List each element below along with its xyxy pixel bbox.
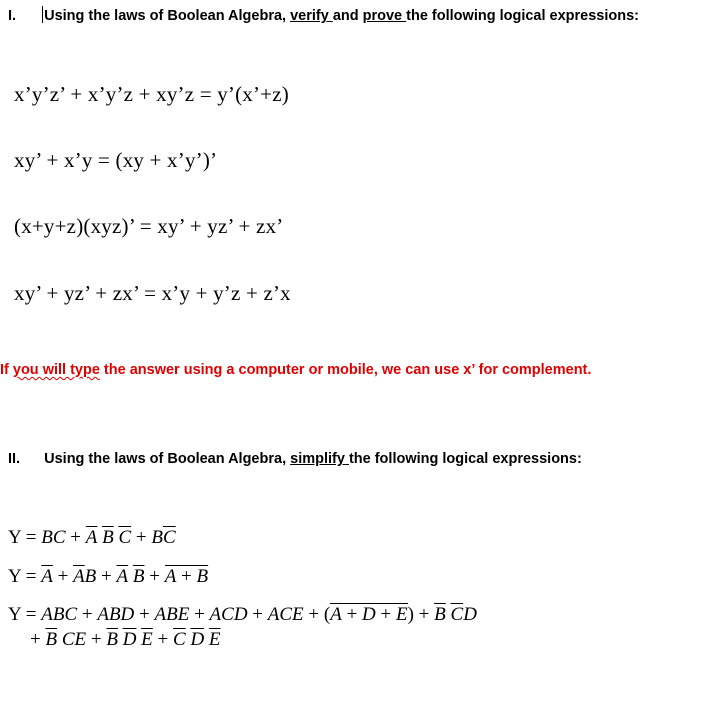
expression-2: xy’ + x’y = (xy + x’y’)’	[14, 148, 218, 172]
note-squiggly: you will type	[12, 362, 100, 378]
note-post: the answer using a computer or mobile, we can use x’ for complement.	[99, 362, 592, 378]
simplify-equation-3-line-2: + $\overline{B}$ CE + $\overline{B}$ $\overline{D}$ $\overline{E} + \overline{C}$ $\overline{D}$ $\overline{E}$	[30, 629, 221, 650]
section-1-prove: prove	[362, 8, 407, 24]
section-1-heading-pre: Using the laws of Boolean Algebra,	[44, 8, 291, 24]
section-2-heading-pre: Using the laws of Boolean Algebra,	[44, 451, 291, 467]
complement-note	[0, 362, 591, 378]
simplify-equation-2: $Y = \overline{A} + \overline{A}B + \overline{A}$ $\overline{B} + A + \overline{B}$	[8, 566, 209, 587]
expression-1: x’y’z’ + x’y’z + xy’z = y’(x’+z)	[14, 82, 289, 106]
expression-3: (x+y+z)(xyz)’ = xy’ + yz’ + zx’	[14, 214, 284, 238]
text-cursor	[42, 6, 43, 23]
section-1-and: and	[332, 8, 363, 24]
section-1-verify: verify	[290, 8, 333, 24]
note-pre: If	[0, 362, 13, 378]
simplify-equation-1: Y = BC + $\overline{A}$ $\overline{B}$ $\overline{C} + B\overline{C}$	[8, 527, 176, 548]
expression-4: xy’ + yz’ + zx’ = x’y + y’z + z’x	[14, 281, 291, 305]
section-2-number: II.	[8, 451, 21, 467]
section-2-heading	[8, 451, 582, 467]
section-2-simplify: simplify	[290, 451, 349, 467]
section-1-heading-post: the following logical expressions:	[406, 8, 639, 24]
section-1-number: I.	[8, 8, 17, 24]
simplify-equation-3-line-1: Y = ABC + ABD + ABE + ACD + ACE + $(A + D + E) + \overline{B}$ $\overline{C}D$	[8, 604, 477, 625]
section-1-heading	[8, 6, 639, 24]
section-2-heading-post: the following logical expressions:	[348, 451, 582, 467]
